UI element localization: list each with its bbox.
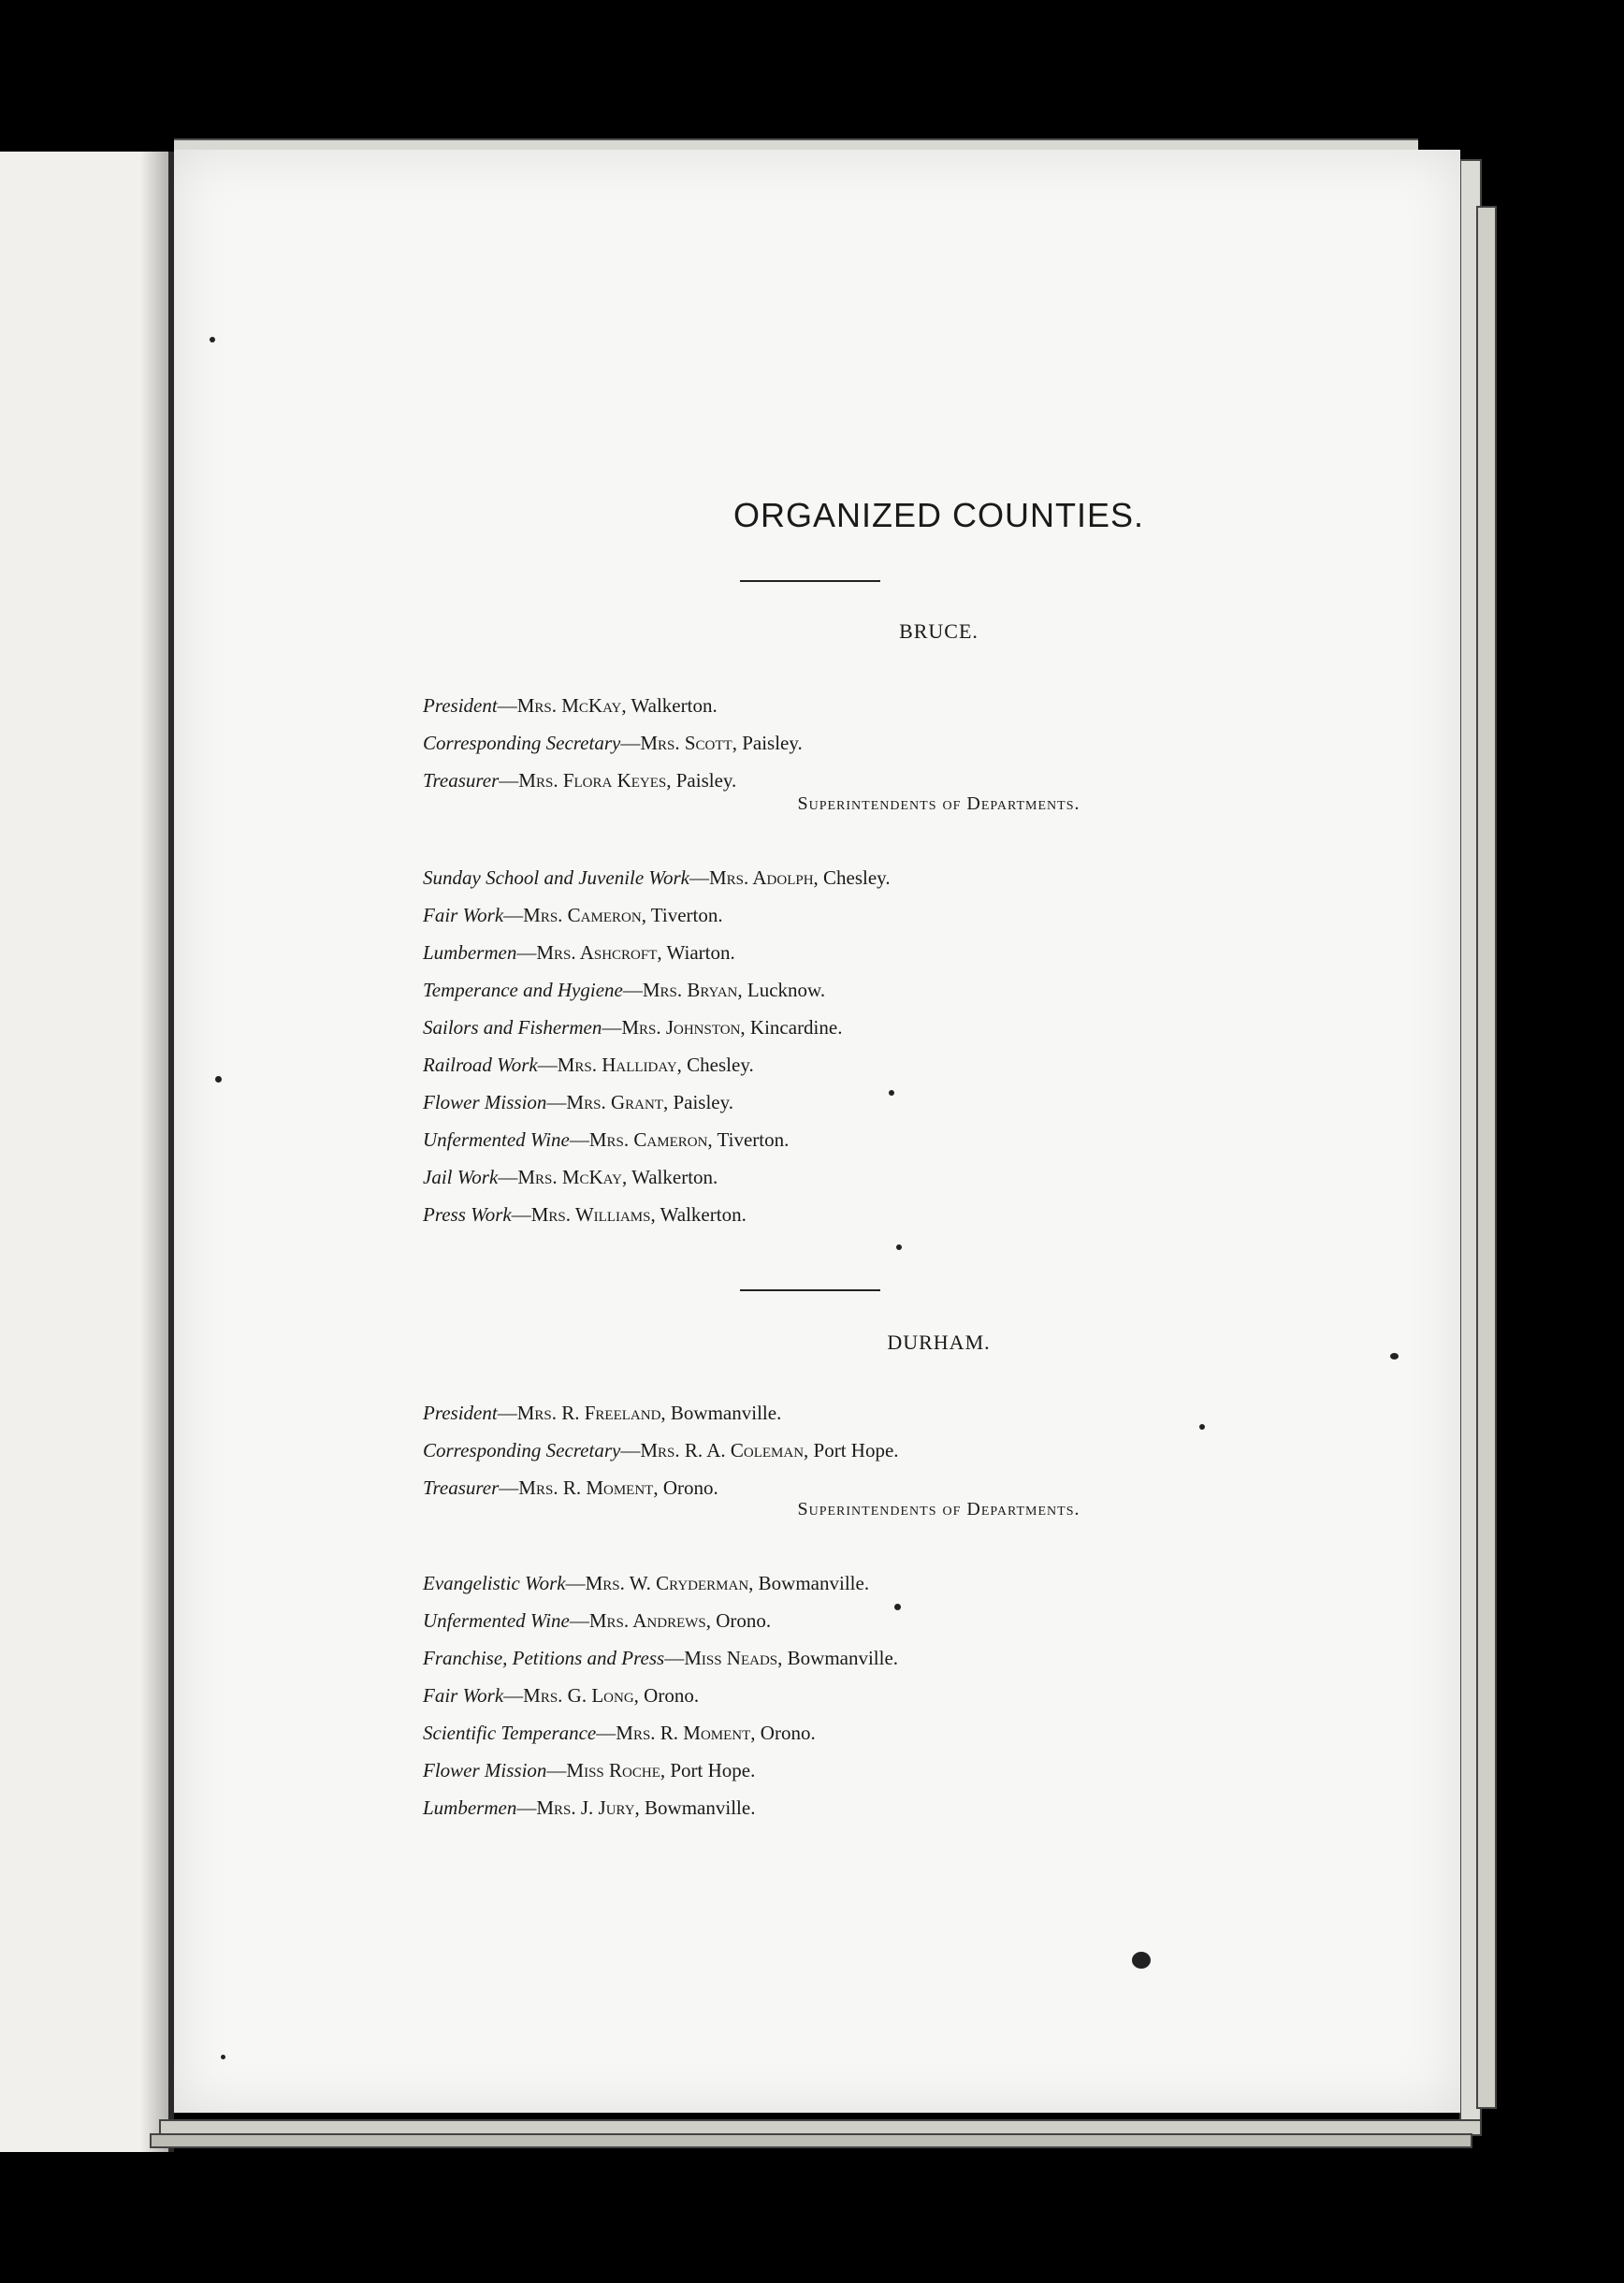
department-row xyxy=(423,1639,898,1677)
officer-name: Mrs. McKay xyxy=(516,694,622,717)
superintendent-name: Mrs. McKay xyxy=(517,1166,622,1188)
officer-role: President xyxy=(423,694,498,717)
page-stack-edge xyxy=(150,2133,1472,2148)
separator: — xyxy=(569,1128,589,1151)
superintendent-name: Mrs. Ashcroft xyxy=(536,941,658,964)
department-role: Lumbermen xyxy=(423,941,517,964)
document-page xyxy=(174,150,1460,2113)
separator: — xyxy=(499,1476,519,1499)
department-row xyxy=(423,1046,891,1083)
separator: — xyxy=(516,941,537,964)
superintendent-name: Mrs. Cameron xyxy=(523,904,642,926)
officer-place: , Bowmanville. xyxy=(660,1402,782,1424)
department-row xyxy=(423,1196,891,1233)
separator: — xyxy=(565,1572,586,1594)
separator: — xyxy=(689,866,709,889)
separator: — xyxy=(546,1091,567,1113)
department-role: Railroad Work xyxy=(423,1054,538,1076)
superintendent-place: , Tiverton. xyxy=(707,1128,790,1151)
superintendent-name: Mrs. Williams xyxy=(530,1203,651,1226)
officer-role: Corresponding Secretary xyxy=(423,1439,621,1461)
officer-name: Mrs. R. A. Coleman xyxy=(640,1439,805,1461)
officers-list-durham xyxy=(423,1394,899,1506)
superintendent-place: , Lucknow. xyxy=(737,979,826,1001)
department-role: Fair Work xyxy=(423,1684,504,1707)
superintendent-name: Mrs. Johnston xyxy=(621,1016,741,1039)
superintendent-name: Mrs. G. Long xyxy=(523,1684,634,1707)
department-row xyxy=(423,1083,891,1121)
department-row xyxy=(423,1677,898,1714)
department-role: Flower Mission xyxy=(423,1759,547,1781)
superintendent-name: Mrs. Adolph xyxy=(709,866,814,889)
page-title: ORGANIZED COUNTIES. xyxy=(732,496,1145,534)
officer-place: , Walkerton. xyxy=(621,694,718,717)
officer-name: Mrs. Scott xyxy=(640,732,732,754)
scan-speck xyxy=(1390,1353,1399,1360)
superintendent-place: , Orono. xyxy=(633,1684,700,1707)
officers-list-bruce xyxy=(423,687,803,799)
superintendent-name: Mrs. Cameron xyxy=(588,1128,708,1151)
department-role: Scientific Temperance xyxy=(423,1722,597,1744)
separator: — xyxy=(664,1647,685,1669)
separator: — xyxy=(620,732,641,754)
superintendent-place: , Tiverton. xyxy=(641,904,723,926)
department-row xyxy=(423,971,891,1009)
departments-list-bruce xyxy=(423,859,891,1233)
department-row xyxy=(423,1121,891,1158)
superintendent-name: Mrs. W. Cryderman xyxy=(585,1572,749,1594)
officer-row xyxy=(423,1432,899,1469)
department-role: Jail Work xyxy=(423,1166,499,1188)
department-row xyxy=(423,1714,898,1752)
departments-heading-durham: Superintendents of Departments. xyxy=(797,1499,1080,1520)
departments-heading-bruce: Superintendents of Departments. xyxy=(797,793,1080,814)
separator: — xyxy=(511,1203,531,1226)
superintendent-place: , Kincardine. xyxy=(740,1016,843,1039)
department-row xyxy=(423,1602,898,1639)
separator: — xyxy=(537,1054,558,1076)
section-divider xyxy=(740,1289,880,1291)
officer-role: President xyxy=(423,1402,498,1424)
department-role: Unfermented Wine xyxy=(423,1128,570,1151)
department-role: Unfermented Wine xyxy=(423,1609,570,1632)
superintendent-place: , Paisley. xyxy=(662,1091,734,1113)
county-heading-bruce: BRUCE. xyxy=(899,619,979,643)
officer-name: Mrs. R. Moment xyxy=(518,1476,654,1499)
department-role: Flower Mission xyxy=(423,1091,547,1113)
superintendent-place: , Bowmanville. xyxy=(634,1796,756,1819)
department-role: Franchise, Petitions and Press xyxy=(423,1647,665,1669)
department-row xyxy=(423,859,891,896)
superintendent-name: Miss Roche xyxy=(566,1759,660,1781)
scan-speck xyxy=(1132,1952,1151,1969)
department-row xyxy=(423,1158,891,1196)
superintendent-place: , Bowmanville. xyxy=(777,1647,899,1669)
department-row xyxy=(423,1789,898,1826)
officer-role: Treasurer xyxy=(423,1476,500,1499)
separator: — xyxy=(503,904,524,926)
officer-place: , Orono. xyxy=(653,1476,718,1499)
title-divider xyxy=(740,580,880,582)
separator: — xyxy=(596,1722,616,1744)
separator: — xyxy=(516,1796,537,1819)
separator: — xyxy=(497,694,517,717)
superintendent-name: Mrs. J. Jury xyxy=(536,1796,635,1819)
superintendent-name: Mrs. Grant xyxy=(566,1091,663,1113)
scan-speck xyxy=(1199,1424,1205,1430)
officer-role: Treasurer xyxy=(423,769,500,792)
superintendent-place: , Bowmanville. xyxy=(748,1572,870,1594)
scan-speck xyxy=(221,2055,225,2059)
officer-row xyxy=(423,687,803,724)
department-role: Fair Work xyxy=(423,904,504,926)
departments-list-durham xyxy=(423,1564,898,1826)
officer-name: Mrs. Flora Keyes xyxy=(518,769,667,792)
department-role: Lumbermen xyxy=(423,1796,517,1819)
superintendent-name: Mrs. R. Moment xyxy=(616,1722,751,1744)
separator: — xyxy=(497,1402,517,1424)
officer-role: Corresponding Secretary xyxy=(423,732,621,754)
superintendent-place: , Chesley. xyxy=(813,866,891,889)
scan-speck xyxy=(894,1604,901,1610)
officer-place: , Paisley. xyxy=(666,769,737,792)
department-row xyxy=(423,1564,898,1602)
separator: — xyxy=(620,1439,641,1461)
officer-row xyxy=(423,724,803,762)
page-stack-edge xyxy=(1476,206,1497,2109)
department-row xyxy=(423,1009,891,1046)
superintendent-place: , Orono. xyxy=(750,1722,816,1744)
superintendent-place: , Chesley. xyxy=(676,1054,754,1076)
scan-speck xyxy=(896,1244,902,1250)
superintendent-place: , Orono. xyxy=(705,1609,772,1632)
officer-row xyxy=(423,1394,899,1432)
superintendent-place: , Port Hope. xyxy=(660,1759,756,1781)
separator: — xyxy=(622,979,643,1001)
separator: — xyxy=(569,1609,589,1632)
officer-place: , Paisley. xyxy=(732,732,803,754)
superintendent-place: , Walkerton. xyxy=(621,1166,718,1188)
department-row xyxy=(423,1752,898,1789)
superintendent-place: , Walkerton. xyxy=(650,1203,747,1226)
superintendent-place: , Wiarton. xyxy=(657,941,735,964)
separator: — xyxy=(546,1759,567,1781)
department-role: Sunday School and Juvenile Work xyxy=(423,866,689,889)
department-row xyxy=(423,934,891,971)
scan-speck xyxy=(215,1076,222,1083)
superintendent-name: Mrs. Halliday xyxy=(557,1054,677,1076)
officer-place: , Port Hope. xyxy=(804,1439,899,1461)
county-heading-durham: DURHAM. xyxy=(887,1331,991,1354)
scan-speck xyxy=(210,337,215,342)
department-role: Evangelistic Work xyxy=(423,1572,566,1594)
department-role: Press Work xyxy=(423,1203,512,1226)
superintendent-name: Miss Neads xyxy=(684,1647,778,1669)
separator: — xyxy=(602,1016,622,1039)
separator: — xyxy=(503,1684,524,1707)
department-row xyxy=(423,896,891,934)
department-role: Temperance and Hygiene xyxy=(423,979,623,1001)
superintendent-name: Mrs. Andrews xyxy=(588,1609,706,1632)
separator: — xyxy=(499,769,519,792)
page-content xyxy=(174,150,1460,2113)
gutter-shadow xyxy=(140,152,168,2152)
department-role: Sailors and Fishermen xyxy=(423,1016,602,1039)
superintendent-name: Mrs. Bryan xyxy=(642,979,738,1001)
separator: — xyxy=(498,1166,518,1188)
scan-speck xyxy=(889,1090,894,1096)
officer-name: Mrs. R. Freeland xyxy=(516,1402,661,1424)
